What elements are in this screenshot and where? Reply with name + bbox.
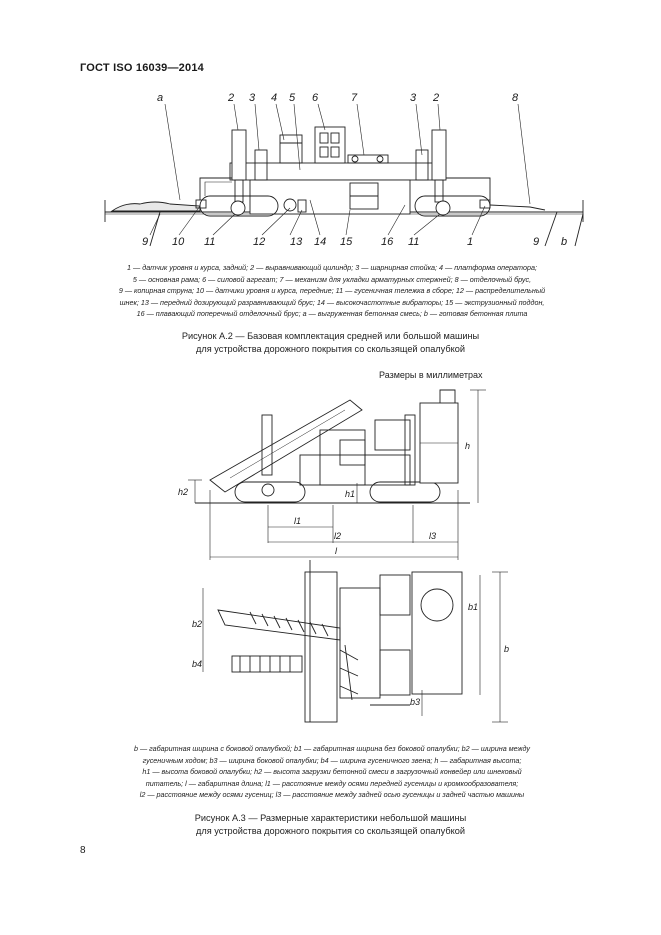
callout-5: 5 xyxy=(289,92,296,104)
figure-a3-caption xyxy=(80,812,581,837)
callout-12: 12 xyxy=(253,236,266,248)
figure-a3-legend xyxy=(82,743,582,801)
callout-9-right: 9 xyxy=(533,236,540,248)
document-header: ГОСТ ISO 16039—2014 xyxy=(80,62,204,74)
callout-b: b xyxy=(561,236,568,248)
figure-a3-top-view xyxy=(218,560,462,722)
caption-line: Рисунок А.2 — Базовая комплектация средней или большой машины xyxy=(181,331,480,341)
legend-line: l2 — расстояние между осями гусениц; l3 — расстояние между задней осью гусеницы и задней частью машины xyxy=(139,790,525,799)
callout-9-left: 9 xyxy=(142,236,149,248)
dim-b: b xyxy=(504,644,510,654)
legend-line: 9 — копирная струна; 10 — датчики уровня и курса, передние; 11 — гусеничная тележка в сборе; 12 — распределительный xyxy=(118,286,546,295)
callout-14: 14 xyxy=(314,236,327,248)
legend-line: 5 — основная рама; 6 — силовой агрегат; 7 — механизм для укладки арматурных стержней; 8 — отделочный брус, xyxy=(132,274,532,284)
caption-line: для устройства дорожного покрытия со скользящей опалубкой xyxy=(196,343,465,354)
callout-3-left: 3 xyxy=(249,92,256,104)
figure-a2-caption xyxy=(80,330,581,355)
caption-line: Рисунок А.3 — Размерные характеристики небольшой машины xyxy=(194,813,467,823)
callout-a: а xyxy=(157,92,164,104)
figure-a3-side-view xyxy=(195,390,470,503)
callout-4: 4 xyxy=(271,92,278,104)
callout-13: 13 xyxy=(290,236,303,248)
callout-3-right: 3 xyxy=(410,92,417,104)
callout-8: 8 xyxy=(512,92,519,104)
dim-h: h xyxy=(465,441,471,451)
dim-h1: h1 xyxy=(345,489,356,499)
callout-6: 6 xyxy=(312,92,319,104)
legend-line: гусеничным ходом; b3 — ширина боковой опалубки; b4 — ширина гусеничного звена; h — габаритная высота; xyxy=(142,755,522,765)
callout-2-right: 2 xyxy=(433,92,440,104)
callout-7: 7 xyxy=(351,92,358,104)
dim-l2: l2 xyxy=(334,531,342,541)
legend-line: b — габаритная ширина с боковой опалубкой; b1 — габаритная ширина без боковой опалубки; b2 — ширина между xyxy=(133,744,531,753)
legend-line: 16 — плавающий поперечный отделочный брус; а — выгруженная бетонная смесь; b — готовая бетонная плита xyxy=(136,309,528,318)
callout-11-right: 11 xyxy=(408,236,420,248)
caption-line: для устройства дорожного покрытия со скользящей опалубкой xyxy=(196,825,465,836)
dim-b4: b4 xyxy=(192,659,203,669)
units-note: Размеры в миллиметрах xyxy=(379,370,483,380)
dim-b3: b3 xyxy=(410,697,421,707)
dim-h2: h2 xyxy=(178,487,189,497)
figure-a2-legend xyxy=(82,262,582,320)
dim-l: l xyxy=(335,546,337,556)
dim-l3: l3 xyxy=(429,531,437,541)
callout-10: 10 xyxy=(172,236,185,248)
callout-2-left: 2 xyxy=(228,92,235,104)
dim-b2: b2 xyxy=(192,619,203,629)
callout-16: 16 xyxy=(381,236,394,248)
legend-line: 1 — датчик уровня и курса, задний; 2 — выравнивающий цилиндр; 3 — шарнирная стойка; 4 — платформа оператора; xyxy=(127,263,537,272)
callout-15: 15 xyxy=(340,236,353,248)
callout-11-left: 11 xyxy=(204,236,216,248)
callout-1: 1 xyxy=(467,236,474,248)
legend-line: h1 — высота боковой опалубки; h2 — высота загрузки бетонной смеси в загрузочный конвейер или шнековый xyxy=(142,767,522,776)
legend-line: шнек; 13 — передний дозирующий разравнивающий брус; 14 — высокочастотные вибраторы; 15 — экструзионный поддон, xyxy=(119,297,545,307)
dim-b1: b1 xyxy=(468,602,479,612)
page-number: 8 xyxy=(80,845,86,856)
dim-l1: l1 xyxy=(294,516,302,526)
legend-line: питатель; l — габаритная длина; l1 — расстояние между осями передней гусеницы и кромкообразователя; xyxy=(145,778,519,788)
